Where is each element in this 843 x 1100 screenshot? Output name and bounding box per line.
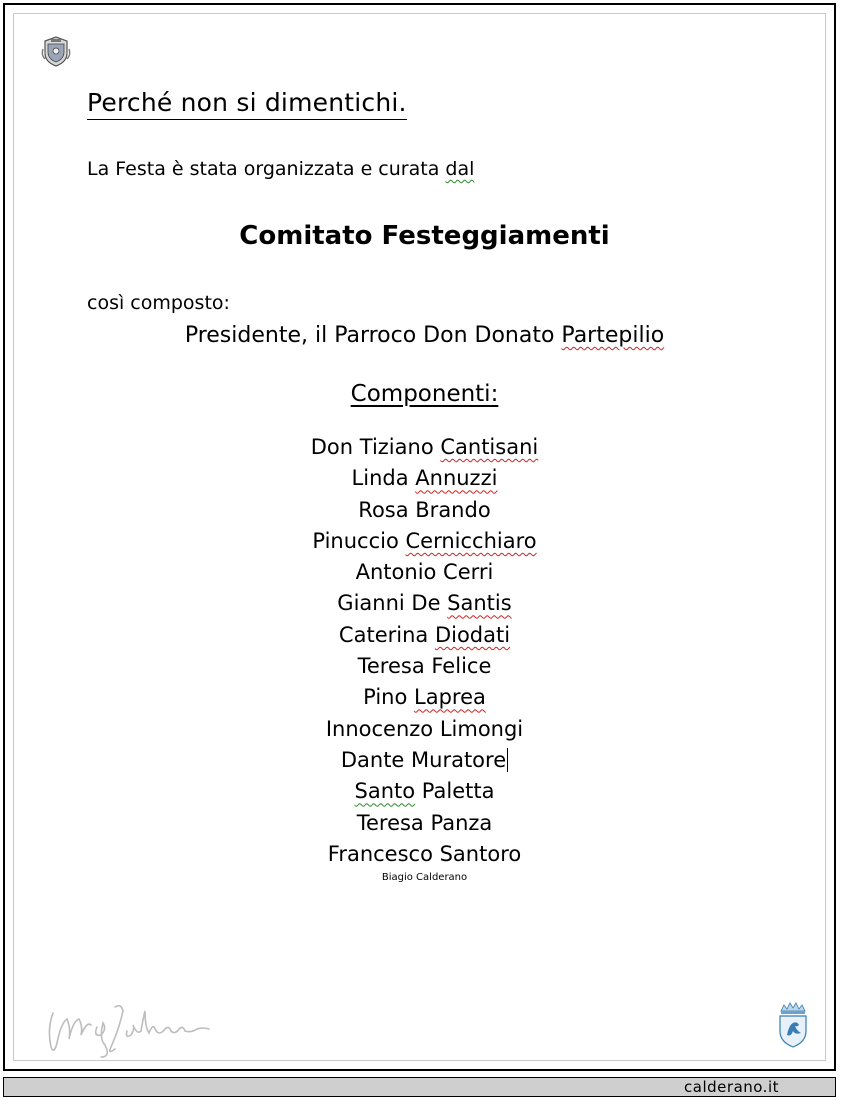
- footer-bar: [3, 1077, 836, 1097]
- list-item: [5, 745, 843, 776]
- list-item: [5, 432, 843, 463]
- member-first: Teresa Panza: [356, 810, 493, 835]
- president-line: [5, 321, 843, 351]
- list-item: [5, 714, 843, 745]
- intro-text: [87, 156, 474, 182]
- member-last: Diodati: [434, 622, 511, 647]
- members-title-colon: :: [490, 381, 499, 407]
- member-first: Don Tiziano: [310, 435, 441, 459]
- president-surname: Partepilio: [561, 323, 665, 348]
- member-first-marked: Santo: [354, 779, 416, 804]
- intro-main: La Festa è stata organizzata e curata: [87, 158, 446, 180]
- list-item: [5, 839, 843, 870]
- member-first: Innocenzo Limongi: [325, 716, 524, 741]
- member-last: Cantisani: [440, 435, 539, 459]
- list-item: [5, 588, 843, 619]
- member-last: Annuzzi: [415, 466, 498, 491]
- member-first: Dante Muratore: [340, 747, 507, 772]
- member-rest: Paletta: [415, 779, 495, 804]
- member-first: Francesco Santoro: [327, 841, 522, 866]
- member-first: Caterina: [338, 622, 435, 647]
- members-heading: [5, 379, 843, 409]
- list-item: [5, 557, 843, 588]
- member-last: Cernicchiaro: [405, 528, 537, 553]
- members-list: [5, 432, 843, 870]
- member-first: Teresa Felice: [357, 654, 492, 679]
- page-title: Perché non si dimentichi.: [87, 87, 407, 120]
- intro-tail: dal: [445, 158, 475, 180]
- handwritten-signature: [45, 999, 215, 1061]
- author-credit: Biagio Calderano: [381, 872, 468, 883]
- list-item: [5, 495, 843, 526]
- footer-site: calderano.it: [684, 1078, 779, 1096]
- list-item: [5, 682, 843, 713]
- list-item: [5, 651, 843, 682]
- committee-heading: Comitato Festeggiamenti: [239, 221, 610, 251]
- list-item: [5, 463, 843, 494]
- member-first: Pinuccio: [312, 528, 406, 553]
- member-first: Pino: [363, 685, 414, 710]
- president-prefix: Presidente, il Parroco Don Donato: [184, 323, 562, 348]
- member-last: Santis: [447, 591, 512, 616]
- member-first: Linda: [351, 466, 416, 491]
- list-item: [5, 526, 843, 557]
- document-page: [3, 3, 836, 1071]
- member-first: Rosa Brando: [358, 497, 491, 522]
- list-item: [5, 620, 843, 651]
- crowned-shield-icon: [775, 1001, 811, 1049]
- coat-of-arms-icon: [41, 35, 71, 67]
- list-item: [5, 808, 843, 839]
- member-first: Gianni De: [337, 591, 448, 616]
- member-last: Laprea: [414, 685, 486, 710]
- list-item: [5, 776, 843, 807]
- members-title-word: Componenti: [350, 381, 491, 407]
- composed-label: così composto:: [87, 292, 230, 314]
- member-first: Antonio Cerri: [355, 560, 494, 585]
